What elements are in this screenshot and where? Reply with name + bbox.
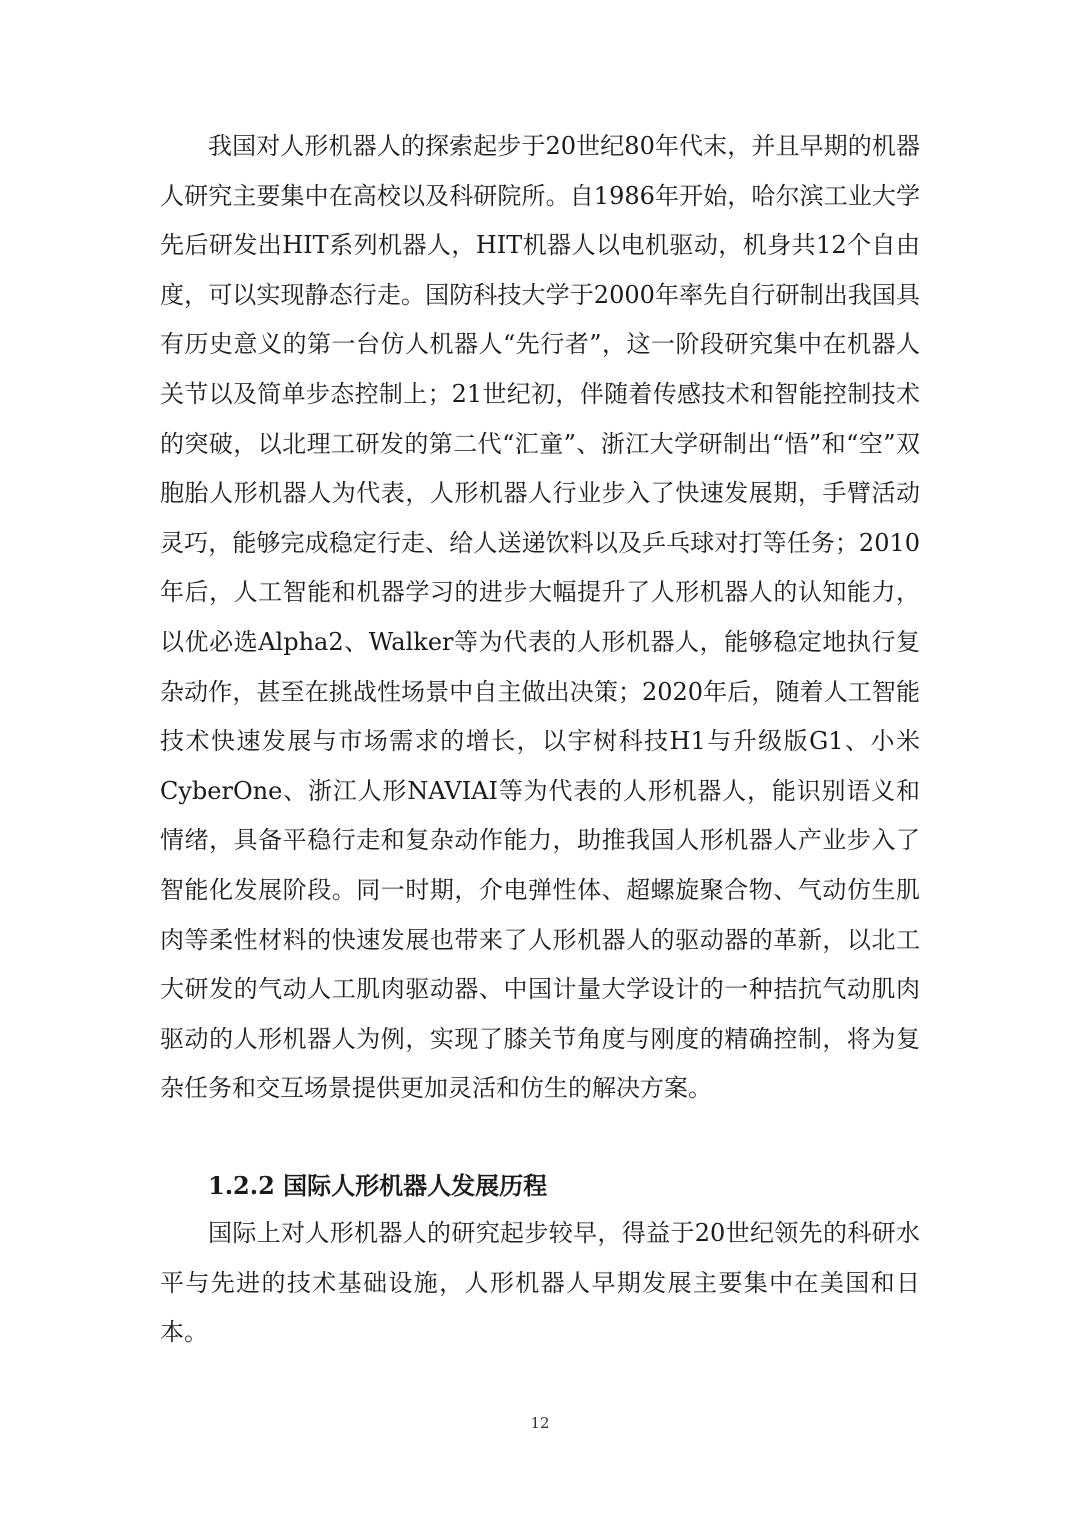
page-number: 12 xyxy=(530,1414,550,1432)
section-heading: 1.2.2 国际人形机器人发展历程 xyxy=(208,1171,548,1200)
body-paragraph-international-history: 国际上对人形机器人的研究起步较早，得益于20世纪领先的科研水平与先进的技术基础设施，人形机器人早期发展主要集中在美国和日本。 xyxy=(160,1219,920,1347)
body-paragraph-domestic-history: 我国对人形机器人的探索起步于20世纪80年代末，并且早期的机器人研究主要集中在高校以及科研院所。自1986年开始，哈尔滨工业大学先后研发出HIT系列机器人，HIT机器人以电机驱动，机身共12个自由度，可以实现静态行走。国防科技大学于2000年率先自行研制出我国具有历史意义的第一台仿人机器人“先行者”，这一阶段研究集中在机器人关节以及简单步态控制上；21世纪初，伴随着传感技术和智能控制技术的突破，以北理工研发的第二代“汇童”、浙江大学研制出“悟”和“空”双胞胎人形机器人为代表，人形机器人行业步入了快速发展期，手臂活动灵巧，能够完成稳定行走、给人送递饮料以及乒乓球对打等任务；2010年后，人工智能和机器学习的进步大幅提升了人形机器人的认知能力，以优必选Alpha2、Walker等为代表的人形机器人，能够稳定地执行复杂动作，甚至在挑战性场景中自主做出决策；2020年后，随着人工智能技术快速发展与市场需求的增长，以宇树科技H1与升级版G1、小米CyberOne、浙江人形NAVIAI等为代表的人形机器人，能识别语义和情绪，具备平稳行走和复杂动作能力，助推我国人形机器人产业步入了智能化发展阶段。同一时期，介电弹性体、超螺旋聚合物、气动仿生肌肉等柔性材料的快速发展也带来了人形机器人的驱动器的革新，以北工大研发的气动人工肌肉驱动器、中国计量大学设计的一种拮抗气动肌肉驱动的人形机器人为例，实现了膝关节角度与刚度的精确控制，将为复杂任务和交互场景提供更加灵活和仿生的解决方案。 xyxy=(160,132,920,1103)
